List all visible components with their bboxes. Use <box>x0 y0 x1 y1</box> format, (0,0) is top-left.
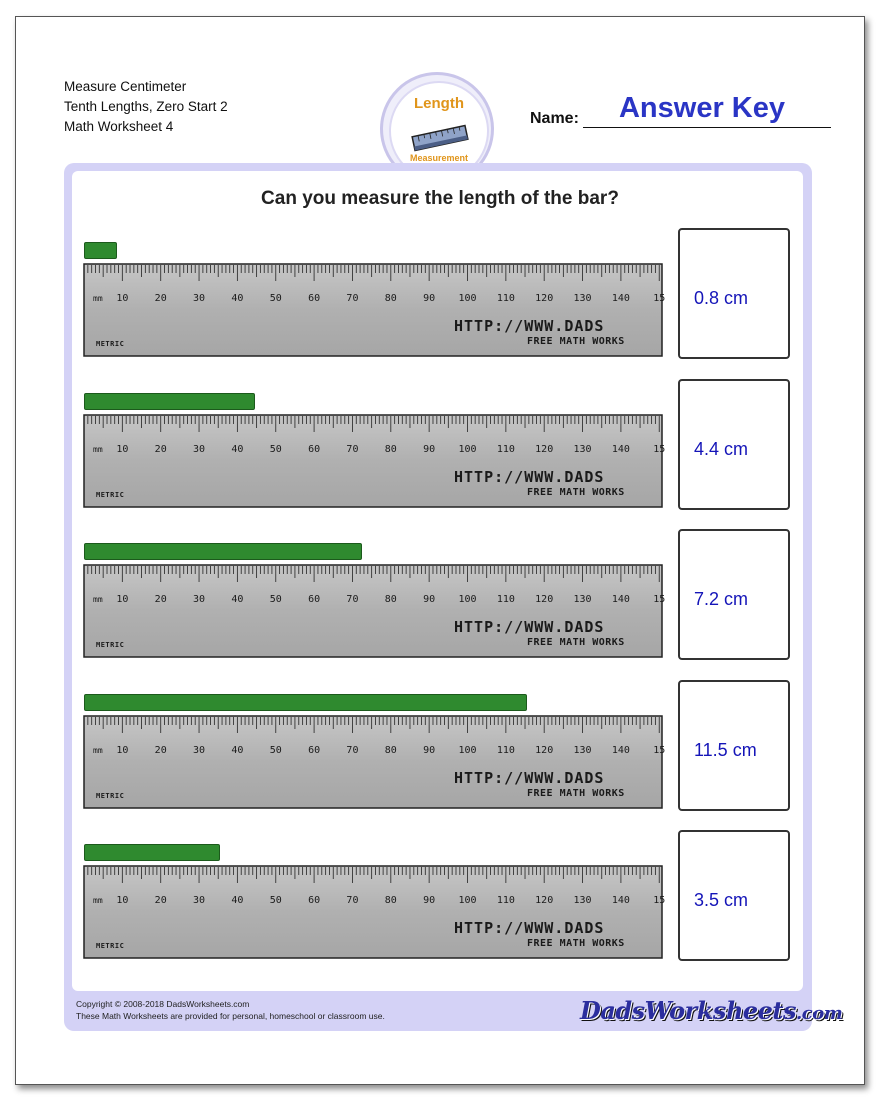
ruler-tick-label: 130 <box>573 895 592 906</box>
ruler-tick-label: 100 <box>458 443 477 455</box>
ruler-tick-label: 10 <box>116 744 129 756</box>
ruler-tick-label: 60 <box>308 895 321 906</box>
ruler-tick-label: 80 <box>384 594 397 605</box>
answer-value: 0.8 cm <box>694 288 749 308</box>
ruler-metric-label: METRIC <box>96 340 125 348</box>
ruler-tick-label: 70 <box>346 293 359 304</box>
ruler-tick-label: 130 <box>573 744 592 756</box>
ruler-tick-label: 40 <box>231 443 244 455</box>
ruler-url-text: HTTP://WWW.DADS <box>454 317 605 335</box>
title-line-1: Measure Centimeter <box>64 79 187 94</box>
answer-box[interactable] <box>678 680 790 811</box>
question-heading: Can you measure the length of the bar? <box>261 188 619 209</box>
ruler-tick-label: 90 <box>423 594 436 605</box>
ruler-tick-label: 40 <box>231 594 244 605</box>
ruler-tick-label: 60 <box>308 744 321 756</box>
ruler-metric-label: METRIC <box>96 641 125 649</box>
ruler-tick-label: 140 <box>611 443 630 455</box>
ruler-tick-label: 20 <box>154 443 167 455</box>
ruler-tick-label: 30 <box>193 443 206 455</box>
ruler-sub-text: FREE MATH WORKS <box>527 637 625 648</box>
ruler-tick-label: 100 <box>458 895 477 906</box>
ruler-tick-label: 50 <box>269 744 282 756</box>
ruler-tick-label: 90 <box>423 744 436 756</box>
metric-ruler <box>84 264 666 356</box>
metric-ruler <box>84 565 666 657</box>
ruler-tick-label: 110 <box>496 895 515 906</box>
ruler-metric-label: METRIC <box>96 791 125 800</box>
ruler-tick-label: 30 <box>193 594 206 605</box>
ruler-tick-label: 50 <box>269 293 282 304</box>
ruler-tick-label: 130 <box>573 293 592 304</box>
ruler-tick-label: 10 <box>116 293 129 304</box>
ruler-sub-text: FREE MATH WORKS <box>527 486 625 498</box>
ruler-tick-label: 110 <box>496 293 515 304</box>
metric-ruler <box>84 415 666 507</box>
ruler-tick-label: 140 <box>611 293 630 304</box>
ruler-metric-label: METRIC <box>96 942 125 950</box>
ruler-tick-label: 90 <box>423 895 436 906</box>
ruler-tick-label: 10 <box>116 895 129 906</box>
ruler-tick-label: 20 <box>154 895 167 906</box>
ruler-tick-label: 140 <box>611 594 630 605</box>
ruler-tick-label: 60 <box>308 293 321 304</box>
ruler-tick-label: 100 <box>458 594 477 605</box>
ruler-tick-label: 20 <box>154 594 167 605</box>
ruler-tick-label: 30 <box>193 293 206 304</box>
answer-box[interactable] <box>678 830 790 961</box>
ruler-tick-label: 15 <box>653 293 666 304</box>
ruler-tick-label: 110 <box>496 594 515 605</box>
answer-value: 3.5 cm <box>694 890 749 910</box>
ruler-tick-label: 120 <box>535 895 554 906</box>
ruler-tick-label: 90 <box>423 443 436 455</box>
ruler-tick-label: 70 <box>346 895 359 906</box>
copyright-text: Copyright © 2008-2018 DadsWorksheets.com <box>76 999 250 1009</box>
ruler-tick-label: 130 <box>573 443 592 455</box>
ruler-tick-label: 80 <box>384 293 397 304</box>
ruler-tick-label: 70 <box>346 744 359 756</box>
answer-value: 11.5 cm <box>694 739 757 760</box>
worksheet-title <box>64 77 228 137</box>
ruler-tick-label: 80 <box>384 744 397 756</box>
ruler-url-text: HTTP://WWW.DADS <box>454 467 605 486</box>
answer-key-heading: Answer Key <box>618 92 785 124</box>
ruler-tick-label: 80 <box>384 443 397 455</box>
ruler-url-text: HTTP://WWW.DADS <box>454 919 605 937</box>
ruler-unit-label: mm <box>93 745 103 755</box>
answer-value: 4.4 cm <box>694 438 749 459</box>
ruler-icon <box>411 125 469 151</box>
name-label: Name: <box>530 110 579 127</box>
ruler-tick-label: 15 <box>653 895 666 906</box>
ruler-tick-label: 90 <box>423 293 436 304</box>
usage-notice: These Math Worksheets are provided for personal, homeschool or classroom use. <box>76 1011 385 1021</box>
ruler-metric-label: METRIC <box>96 490 125 499</box>
ruler-tick-label: 40 <box>231 293 244 304</box>
measure-bar <box>84 543 362 560</box>
answer-box[interactable] <box>678 228 790 359</box>
logo-subtitle: Measurement <box>409 153 469 163</box>
metric-ruler <box>84 866 666 958</box>
ruler-tick-label: 70 <box>346 443 359 455</box>
name-line <box>583 127 831 128</box>
ruler-tick-label: 50 <box>269 443 282 455</box>
ruler-tick-label: 80 <box>384 895 397 906</box>
ruler-tick-label: 30 <box>193 744 206 756</box>
ruler-unit-label: mm <box>93 444 103 454</box>
ruler-tick-label: 120 <box>535 594 554 605</box>
ruler-tick-label: 70 <box>346 594 359 605</box>
ruler-tick-label: 20 <box>154 293 167 304</box>
brand-part-3: .com <box>796 1003 843 1024</box>
ruler-tick-label: 50 <box>269 895 282 906</box>
ruler-tick-label: 140 <box>611 895 630 906</box>
ruler-tick-label: 110 <box>496 443 515 455</box>
logo-title: Length <box>414 95 464 112</box>
ruler-tick-label: 10 <box>116 443 129 455</box>
ruler-tick-label: 15 <box>653 744 666 756</box>
measure-bar <box>84 694 527 711</box>
ruler-sub-text: FREE MATH WORKS <box>527 787 625 799</box>
ruler-tick-label: 15 <box>653 443 666 455</box>
brand-part-2: Worksheets <box>644 996 797 1025</box>
answer-box[interactable] <box>678 379 790 510</box>
ruler-tick-label: 60 <box>308 594 321 605</box>
ruler-unit-label: mm <box>93 294 103 303</box>
ruler-tick-label: 50 <box>269 594 282 605</box>
measure-bar <box>84 844 220 861</box>
ruler-tick-label: 100 <box>458 293 477 304</box>
ruler-unit-label: mm <box>93 896 103 905</box>
ruler-sub-text: FREE MATH WORKS <box>527 938 625 949</box>
dadsworksheets-logo <box>580 996 842 1025</box>
ruler-tick-label: 100 <box>458 744 477 756</box>
ruler-tick-label: 10 <box>116 594 129 605</box>
ruler-tick-label: 60 <box>308 443 321 455</box>
answer-value: 7.2 cm <box>694 589 749 609</box>
ruler-unit-label: mm <box>93 595 103 604</box>
title-line-2: Tenth Lengths, Zero Start 2 <box>64 99 228 114</box>
ruler-tick-label: 120 <box>535 293 554 304</box>
ruler-tick-label: 120 <box>535 744 554 756</box>
footer <box>76 998 385 1022</box>
ruler-tick-label: 40 <box>231 744 244 756</box>
ruler-tick-label: 15 <box>653 594 666 605</box>
ruler-url-text: HTTP://WWW.DADS <box>454 768 605 787</box>
measure-bar <box>84 393 255 410</box>
metric-ruler <box>84 716 666 808</box>
ruler-tick-label: 110 <box>496 744 515 756</box>
ruler-tick-label: 140 <box>611 744 630 756</box>
ruler-url-text: HTTP://WWW.DADS <box>454 618 605 636</box>
title-line-3: Math Worksheet 4 <box>64 119 174 134</box>
ruler-tick-label: 40 <box>231 895 244 906</box>
ruler-tick-label: 30 <box>193 895 206 906</box>
answer-box[interactable] <box>678 529 790 660</box>
brand-part-1: Dads <box>580 996 645 1025</box>
ruler-tick-label: 120 <box>535 443 554 455</box>
measure-bar <box>84 242 117 259</box>
ruler-tick-label: 130 <box>573 594 592 605</box>
ruler-tick-label: 20 <box>154 744 167 756</box>
ruler-sub-text: FREE MATH WORKS <box>527 336 625 347</box>
